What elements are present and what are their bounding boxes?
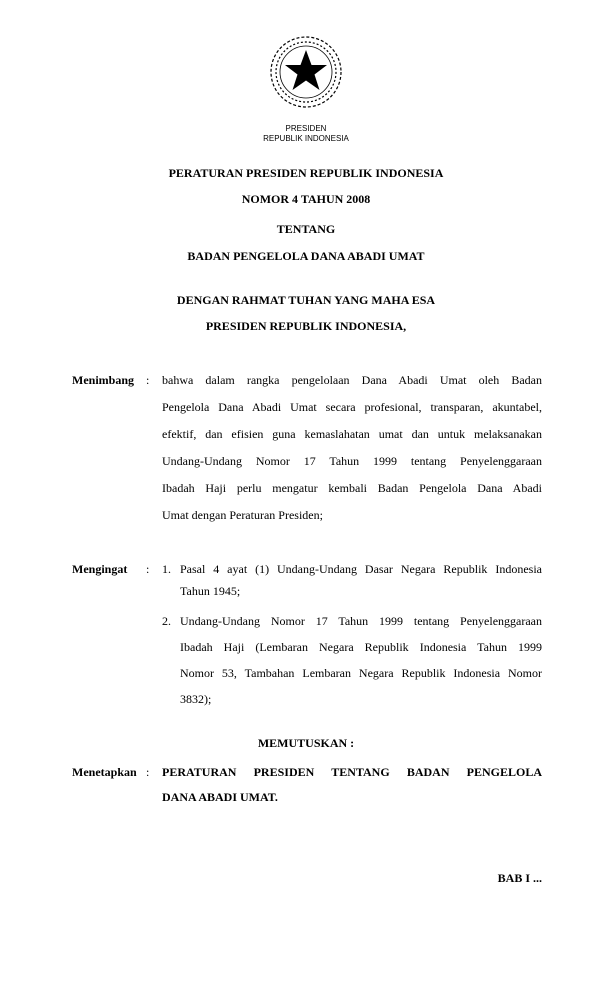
menimbang-line: bahwa dalam rangka pengelolaan Dana Abadi Umat oleh Badan bbox=[162, 373, 542, 387]
menimbang-line: Undang-Undang Nomor 17 Tahun 1999 tentang Penyelenggaraan bbox=[162, 454, 542, 468]
page-continuation: BAB I ... bbox=[497, 871, 542, 885]
heading-rahmat: DENGAN RAHMAT TUHAN YANG MAHA ESA bbox=[176, 293, 436, 307]
menetapkan-line: PERATURAN PRESIDEN TENTANG BADAN PENGELOLA bbox=[162, 765, 542, 779]
mengingat-colon: : bbox=[146, 562, 150, 576]
mengingat-item-line: Undang-Undang Nomor 17 Tahun 1999 tentang Penyelenggaraan bbox=[180, 614, 542, 628]
menimbang-colon: : bbox=[146, 373, 150, 387]
mengingat-item-line: Tahun 1945; bbox=[180, 584, 241, 598]
mengingat-item-number: 2. bbox=[162, 614, 171, 628]
mengingat-item-line: 3832); bbox=[180, 692, 212, 706]
heading-memutuskan: MEMUTUSKAN : bbox=[257, 736, 355, 750]
menimbang-line: efektif, dan efisien guna kemaslahatan umat dan untuk melaksanakan bbox=[162, 427, 542, 441]
regulation-title: PERATURAN PRESIDEN REPUBLIK INDONESIA bbox=[168, 166, 444, 180]
menetapkan-line: DANA ABADI UMAT. bbox=[162, 790, 278, 804]
mengingat-label: Mengingat bbox=[72, 562, 128, 576]
menetapkan-label: Menetapkan bbox=[72, 765, 137, 779]
mengingat-item-line: Pasal 4 ayat (1) Undang-Undang Dasar Negara Republik Indonesia bbox=[180, 562, 542, 576]
mengingat-item-number: 1. bbox=[162, 562, 171, 576]
menimbang-label: Menimbang bbox=[72, 373, 135, 387]
letterhead-line1: PRESIDEN bbox=[285, 124, 327, 133]
menimbang-line: Pengelola Dana Abadi Umat secara profesional, transparan, akuntabel, bbox=[162, 400, 542, 414]
mengingat-item-line: Nomor 53, Tambahan Lembaran Negara Republik Indonesia Nomor bbox=[180, 666, 542, 680]
regulation-subject: BADAN PENGELOLA DANA ABADI UMAT bbox=[187, 249, 425, 263]
letterhead-line2: REPUBLIK INDONESIA bbox=[263, 134, 349, 143]
menimbang-line: Umat dengan Peraturan Presiden; bbox=[162, 508, 323, 522]
menimbang-line: Ibadah Haji perlu mengatur kembali Badan Pengelola Dana Abadi bbox=[162, 481, 542, 495]
regulation-number: NOMOR 4 TAHUN 2008 bbox=[241, 192, 371, 206]
menetapkan-colon: : bbox=[146, 765, 150, 779]
garuda-presidential-emblem bbox=[268, 34, 344, 110]
heading-tentang: TENTANG bbox=[276, 222, 336, 236]
mengingat-item-line: Ibadah Haji (Lembaran Negara Republik Indonesia Tahun 1999 bbox=[180, 640, 542, 654]
heading-presiden: PRESIDEN REPUBLIK INDONESIA, bbox=[205, 319, 407, 333]
